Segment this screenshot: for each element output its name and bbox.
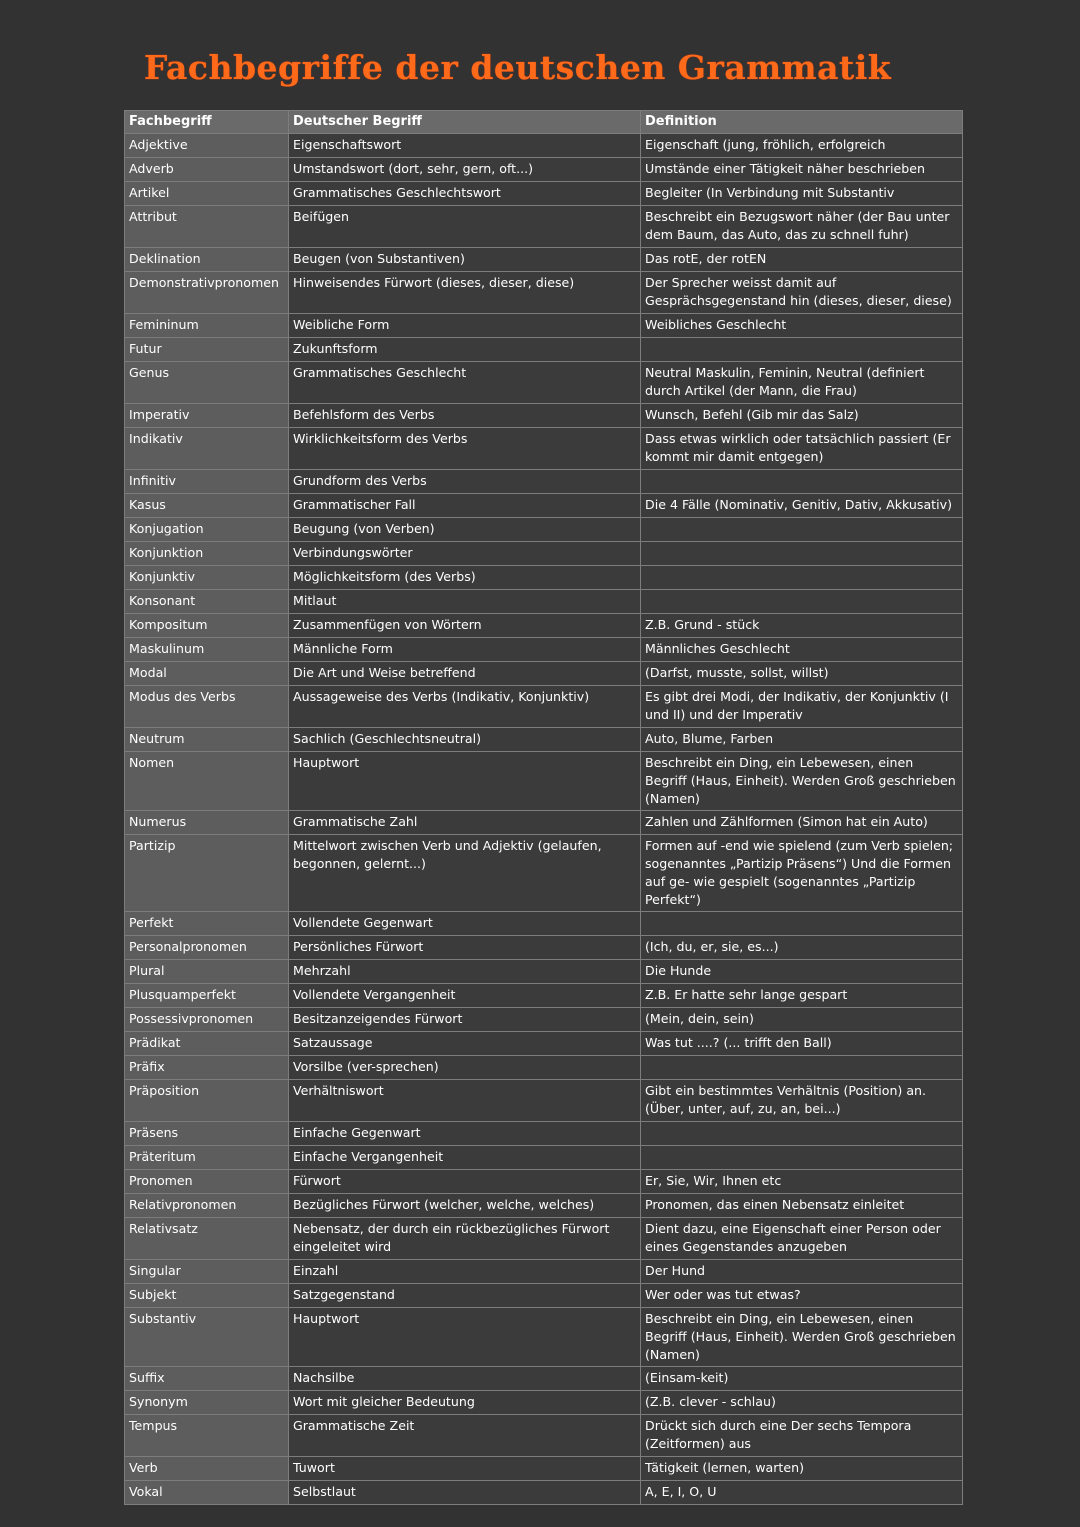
table-row [125, 518, 963, 542]
definition-cell: Zahlen und Zählformen (Simon hat ein Auto) [641, 811, 963, 835]
term-cell: Tempus [125, 1415, 289, 1457]
german-term-cell: Selbstlaut [289, 1481, 641, 1505]
term-cell: Neutrum [125, 728, 289, 752]
header-definition: Definition [641, 111, 963, 134]
definition-cell: Wunsch, Befehl (Gib mir das Salz) [641, 404, 963, 428]
table-row [125, 314, 963, 338]
term-cell: Partizip [125, 835, 289, 912]
header-fachbegriff: Fachbegriff [125, 111, 289, 134]
term-cell: Genus [125, 362, 289, 404]
table-row [125, 338, 963, 362]
definition-cell: A, E, I, O, U [641, 1481, 963, 1505]
term-cell: Deklination [125, 248, 289, 272]
term-cell: Possessivpronomen [125, 1008, 289, 1032]
table-row [125, 362, 963, 404]
term-cell: Plural [125, 960, 289, 984]
definition-cell: Z.B. Grund - stück [641, 614, 963, 638]
term-cell: Präteritum [125, 1146, 289, 1170]
definition-cell [641, 470, 963, 494]
german-term-cell: Beugung (von Verben) [289, 518, 641, 542]
definition-cell [641, 1122, 963, 1146]
definition-cell: Z.B. Er hatte sehr lange gespart [641, 984, 963, 1008]
table-row [125, 566, 963, 590]
term-cell: Verb [125, 1457, 289, 1481]
german-term-cell: Mittelwort zwischen Verb und Adjektiv (gelaufen, begonnen, gelernt...) [289, 835, 641, 912]
definition-cell: Auto, Blume, Farben [641, 728, 963, 752]
term-cell: Konjunktion [125, 542, 289, 566]
term-cell: Demonstrativpronomen [125, 272, 289, 314]
term-cell: Attribut [125, 206, 289, 248]
grammar-table [124, 110, 963, 1505]
german-term-cell: Satzgegenstand [289, 1284, 641, 1308]
table-row [125, 1367, 963, 1391]
term-cell: Personalpronomen [125, 936, 289, 960]
term-cell: Kompositum [125, 614, 289, 638]
term-cell: Suffix [125, 1367, 289, 1391]
german-term-cell: Wirklichkeitsform des Verbs [289, 428, 641, 470]
german-term-cell: Tuwort [289, 1457, 641, 1481]
term-cell: Futur [125, 338, 289, 362]
definition-cell: Dass etwas wirklich oder tatsächlich passiert (Er kommt mir damit entgegen) [641, 428, 963, 470]
definition-cell: (Einsam-keit) [641, 1367, 963, 1391]
definition-cell: Umstände einer Tätigkeit näher beschrieben [641, 158, 963, 182]
german-term-cell: Hauptwort [289, 1308, 641, 1367]
german-term-cell: Satzaussage [289, 1032, 641, 1056]
table-row [125, 960, 963, 984]
definition-cell [641, 1146, 963, 1170]
german-term-cell: Einfache Gegenwart [289, 1122, 641, 1146]
term-cell: Modus des Verbs [125, 686, 289, 728]
term-cell: Subjekt [125, 1284, 289, 1308]
table-row [125, 614, 963, 638]
definition-cell: Männliches Geschlecht [641, 638, 963, 662]
german-term-cell: Einfache Vergangenheit [289, 1146, 641, 1170]
table-row [125, 542, 963, 566]
definition-cell [641, 338, 963, 362]
term-cell: Maskulinum [125, 638, 289, 662]
table-row [125, 1032, 963, 1056]
definition-cell: Er, Sie, Wir, Ihnen etc [641, 1170, 963, 1194]
german-term-cell: Eigenschaftswort [289, 134, 641, 158]
definition-cell [641, 566, 963, 590]
table-row [125, 1194, 963, 1218]
german-term-cell: Persönliches Fürwort [289, 936, 641, 960]
german-term-cell: Die Art und Weise betreffend [289, 662, 641, 686]
table-header-row [125, 111, 963, 134]
term-cell: Singular [125, 1260, 289, 1284]
term-cell: Femininum [125, 314, 289, 338]
table-row [125, 206, 963, 248]
term-cell: Konsonant [125, 590, 289, 614]
table-row [125, 1056, 963, 1080]
german-term-cell: Einzahl [289, 1260, 641, 1284]
table-row [125, 662, 963, 686]
definition-cell [641, 590, 963, 614]
definition-cell: (Darfst, musste, sollst, willst) [641, 662, 963, 686]
definition-cell: Das rotE, der rotEN [641, 248, 963, 272]
table-row [125, 1457, 963, 1481]
german-term-cell: Beifügen [289, 206, 641, 248]
term-cell: Konjunktiv [125, 566, 289, 590]
table-row [125, 1080, 963, 1122]
german-term-cell: Grammatisches Geschlecht [289, 362, 641, 404]
table-row [125, 1391, 963, 1415]
definition-cell: Pronomen, das einen Nebensatz einleitet [641, 1194, 963, 1218]
german-term-cell: Männliche Form [289, 638, 641, 662]
table-row [125, 1481, 963, 1505]
table-row [125, 936, 963, 960]
definition-cell: Die Hunde [641, 960, 963, 984]
definition-cell: Eigenschaft (jung, fröhlich, erfolgreich [641, 134, 963, 158]
term-cell: Präsens [125, 1122, 289, 1146]
definition-cell: Dient dazu, eine Eigenschaft einer Person oder eines Gegenstandes anzugeben [641, 1218, 963, 1260]
term-cell: Indikativ [125, 428, 289, 470]
term-cell: Infinitiv [125, 470, 289, 494]
definition-cell: Es gibt drei Modi, der Indikativ, der Konjunktiv (I und II) und der Imperativ [641, 686, 963, 728]
german-term-cell: Verbindungswörter [289, 542, 641, 566]
term-cell: Numerus [125, 811, 289, 835]
german-term-cell: Hauptwort [289, 752, 641, 811]
header-deutscher-begriff: Deutscher Begriff [289, 111, 641, 134]
table-row [125, 1308, 963, 1367]
german-term-cell: Zusammenfügen von Wörtern [289, 614, 641, 638]
table-row [125, 1146, 963, 1170]
definition-cell: Wer oder was tut etwas? [641, 1284, 963, 1308]
definition-cell [641, 518, 963, 542]
definition-cell [641, 542, 963, 566]
definition-cell: Formen auf -end wie spielend (zum Verb spielen; sogenanntes „Partizip Präsens“) Und die Formen auf ge- wie gespielt (sogenanntes „Partizip Perfekt“) [641, 835, 963, 912]
term-cell: Modal [125, 662, 289, 686]
term-cell: Vokal [125, 1481, 289, 1505]
definition-cell: Der Sprecher weisst damit auf Gesprächsgegenstand hin (dieses, dieser, diese) [641, 272, 963, 314]
term-cell: Substantiv [125, 1308, 289, 1367]
german-term-cell: Grammatischer Fall [289, 494, 641, 518]
german-term-cell: Vollendete Gegenwart [289, 912, 641, 936]
table-row [125, 1260, 963, 1284]
german-term-cell: Grammatisches Geschlechtswort [289, 182, 641, 206]
definition-cell: Die 4 Fälle (Nominativ, Genitiv, Dativ, Akkusativ) [641, 494, 963, 518]
term-cell: Synonym [125, 1391, 289, 1415]
german-term-cell: Vorsilbe (ver-sprechen) [289, 1056, 641, 1080]
definition-cell [641, 912, 963, 936]
table-row [125, 811, 963, 835]
german-term-cell: Wort mit gleicher Bedeutung [289, 1391, 641, 1415]
definition-cell: Neutral Maskulin, Feminin, Neutral (definiert durch Artikel (der Mann, die Frau) [641, 362, 963, 404]
german-term-cell: Vollendete Vergangenheit [289, 984, 641, 1008]
table-row [125, 158, 963, 182]
german-term-cell: Grundform des Verbs [289, 470, 641, 494]
table-row [125, 728, 963, 752]
term-cell: Nomen [125, 752, 289, 811]
german-term-cell: Mehrzahl [289, 960, 641, 984]
table-row [125, 182, 963, 206]
definition-cell: Beschreibt ein Ding, ein Lebewesen, einen Begriff (Haus, Einheit). Werden Groß geschrieben (Namen) [641, 752, 963, 811]
definition-cell: Begleiter (In Verbindung mit Substantiv [641, 182, 963, 206]
definition-cell: Beschreibt ein Ding, ein Lebewesen, einen Begriff (Haus, Einheit). Werden Groß geschrieben (Namen) [641, 1308, 963, 1367]
german-term-cell: Hinweisendes Fürwort (dieses, dieser, diese) [289, 272, 641, 314]
german-term-cell: Sachlich (Geschlechtsneutral) [289, 728, 641, 752]
german-term-cell: Grammatische Zahl [289, 811, 641, 835]
table-row [125, 494, 963, 518]
term-cell: Adjektive [125, 134, 289, 158]
table-row [125, 1284, 963, 1308]
german-term-cell: Zukunftsform [289, 338, 641, 362]
term-cell: Adverb [125, 158, 289, 182]
german-term-cell: Fürwort [289, 1170, 641, 1194]
german-term-cell: Möglichkeitsform (des Verbs) [289, 566, 641, 590]
term-cell: Konjugation [125, 518, 289, 542]
definition-cell: Was tut ....? (... trifft den Ball) [641, 1032, 963, 1056]
definition-cell [641, 1056, 963, 1080]
german-term-cell: Nachsilbe [289, 1367, 641, 1391]
german-term-cell: Aussageweise des Verbs (Indikativ, Konjunktiv) [289, 686, 641, 728]
table-row [125, 638, 963, 662]
table-row [125, 1218, 963, 1260]
definition-cell: Beschreibt ein Bezugswort näher (der Bau unter dem Baum, das Auto, das zu schnell fuhr) [641, 206, 963, 248]
table-row [125, 984, 963, 1008]
term-cell: Kasus [125, 494, 289, 518]
german-term-cell: Befehlsform des Verbs [289, 404, 641, 428]
german-term-cell: Weibliche Form [289, 314, 641, 338]
definition-cell: (Ich, du, er, sie, es...) [641, 936, 963, 960]
table-row [125, 470, 963, 494]
term-cell: Imperativ [125, 404, 289, 428]
term-cell: Präposition [125, 1080, 289, 1122]
german-term-cell: Besitzanzeigendes Fürwort [289, 1008, 641, 1032]
german-term-cell: Grammatische Zeit [289, 1415, 641, 1457]
term-cell: Relativsatz [125, 1218, 289, 1260]
term-cell: Relativpronomen [125, 1194, 289, 1218]
definition-cell: (Mein, dein, sein) [641, 1008, 963, 1032]
term-cell: Prädikat [125, 1032, 289, 1056]
german-term-cell: Mitlaut [289, 590, 641, 614]
table-row [125, 134, 963, 158]
definition-cell: Tätigkeit (lernen, warten) [641, 1457, 963, 1481]
german-term-cell: Beugen (von Substantiven) [289, 248, 641, 272]
term-cell: Pronomen [125, 1170, 289, 1194]
definition-cell: Weibliches Geschlecht [641, 314, 963, 338]
table-row [125, 428, 963, 470]
table-row [125, 1122, 963, 1146]
definition-cell: (Z.B. clever - schlau) [641, 1391, 963, 1415]
german-term-cell: Verhältniswort [289, 1080, 641, 1122]
german-term-cell: Nebensatz, der durch ein rückbezügliches Fürwort eingeleitet wird [289, 1218, 641, 1260]
table-row [125, 1008, 963, 1032]
table-row [125, 1170, 963, 1194]
table-row [125, 752, 963, 811]
table-row [125, 835, 963, 912]
page-title: Fachbegriffe der deutschen Grammatik [143, 48, 892, 87]
definition-cell: Drückt sich durch eine Der sechs Tempora (Zeitformen) aus [641, 1415, 963, 1457]
table-row [125, 248, 963, 272]
definition-cell: Gibt ein bestimmtes Verhältnis (Position) an. (Über, unter, auf, zu, an, bei...) [641, 1080, 963, 1122]
term-cell: Plusquamperfekt [125, 984, 289, 1008]
term-cell: Perfekt [125, 912, 289, 936]
table-row [125, 1415, 963, 1457]
table-row [125, 912, 963, 936]
definition-cell: Der Hund [641, 1260, 963, 1284]
table-row [125, 686, 963, 728]
table-row [125, 590, 963, 614]
term-cell: Präfix [125, 1056, 289, 1080]
german-term-cell: Bezügliches Fürwort (welcher, welche, welches) [289, 1194, 641, 1218]
term-cell: Artikel [125, 182, 289, 206]
table-row [125, 272, 963, 314]
table-body [125, 134, 963, 1505]
table-row [125, 404, 963, 428]
german-term-cell: Umstandswort (dort, sehr, gern, oft...) [289, 158, 641, 182]
